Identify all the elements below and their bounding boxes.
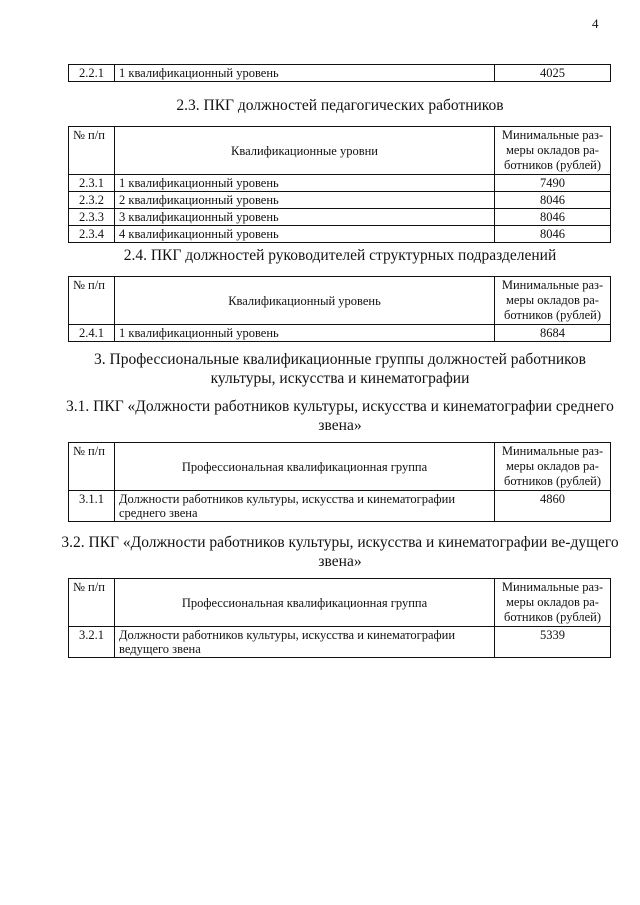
- row-salary: 5339: [495, 627, 611, 658]
- table-row: [69, 627, 611, 658]
- section-title-3-2: 3.2. ПКГ «Должности работников культуры, искусства и кинематографии ве-дущего звена»: [61, 534, 619, 570]
- row-level: 3 квалификационный уровень: [115, 209, 495, 226]
- table-3-1: [68, 442, 611, 522]
- header-number: № п/п: [69, 579, 115, 627]
- row-level: 1 квалификационный уровень: [115, 65, 495, 82]
- header-salary: Минимальные раз-меры окладов ра-ботников (рублей): [495, 443, 611, 491]
- header-salary: Минимальные раз-меры окладов ра-ботников (рублей): [495, 277, 611, 325]
- row-level: Должности работников культуры, искусства и кинематографии ведущего звена: [115, 627, 495, 658]
- row-number: 2.3.1: [69, 175, 115, 192]
- row-level: 1 квалификационный уровень: [115, 175, 495, 192]
- table-header-row: [69, 443, 611, 491]
- header-salary: Минимальные раз-меры окладов ра-ботников (рублей): [495, 127, 611, 175]
- header-salary: Минимальные раз-меры окладов ра-ботников (рублей): [495, 579, 611, 627]
- row-level: 2 квалификационный уровень: [115, 192, 495, 209]
- header-number: № п/п: [69, 127, 115, 175]
- section-title-3-1: 3.1. ПКГ «Должности работников культуры, искусства и кинематографии среднего звена»: [66, 398, 614, 434]
- table-row: [69, 65, 611, 82]
- table-2-4: [68, 276, 611, 342]
- row-number: 3.1.1: [69, 491, 115, 522]
- table-row: [69, 175, 611, 192]
- row-level: Должности работников культуры, искусства и кинематографии среднего звена: [115, 491, 495, 522]
- row-number: 2.2.1: [69, 65, 115, 82]
- row-salary: 4025: [495, 65, 611, 82]
- row-number: 2.3.3: [69, 209, 115, 226]
- row-salary: 8046: [495, 209, 611, 226]
- table-row: [69, 325, 611, 342]
- page-number: 4: [592, 16, 599, 31]
- table-header-row: [69, 127, 611, 175]
- row-level: 4 квалификационный уровень: [115, 226, 495, 243]
- row-number: 2.3.4: [69, 226, 115, 243]
- table-row: [69, 226, 611, 243]
- table-3-2: [68, 578, 611, 658]
- table-2-2: [68, 64, 611, 82]
- header-level: Профессиональная квалификационная группа: [115, 579, 495, 627]
- table-header-row: [69, 277, 611, 325]
- section-title-3: 3. Профессиональные квалификационные группы должностей работников культуры, искусства и кинематографии: [94, 351, 586, 387]
- table-2-3: [68, 126, 611, 243]
- header-number: № п/п: [69, 277, 115, 325]
- table-header-row: [69, 579, 611, 627]
- header-level: Профессиональная квалификационная группа: [115, 443, 495, 491]
- table-row: [69, 491, 611, 522]
- row-salary: 4860: [495, 491, 611, 522]
- header-level: Квалификационные уровни: [115, 127, 495, 175]
- header-level: Квалификационный уровень: [115, 277, 495, 325]
- row-level: 1 квалификационный уровень: [115, 325, 495, 342]
- row-salary: 8684: [495, 325, 611, 342]
- row-number: 3.2.1: [69, 627, 115, 658]
- header-number: № п/п: [69, 443, 115, 491]
- row-salary: 8046: [495, 226, 611, 243]
- table-row: [69, 209, 611, 226]
- section-title-2-4: 2.4. ПКГ должностей руководителей структурных подразделений: [123, 247, 557, 264]
- row-number: 2.3.2: [69, 192, 115, 209]
- row-salary: 8046: [495, 192, 611, 209]
- row-number: 2.4.1: [69, 325, 115, 342]
- section-title-2-3: 2.3. ПКГ должностей педагогических работников: [176, 97, 504, 114]
- table-row: [69, 192, 611, 209]
- row-salary: 7490: [495, 175, 611, 192]
